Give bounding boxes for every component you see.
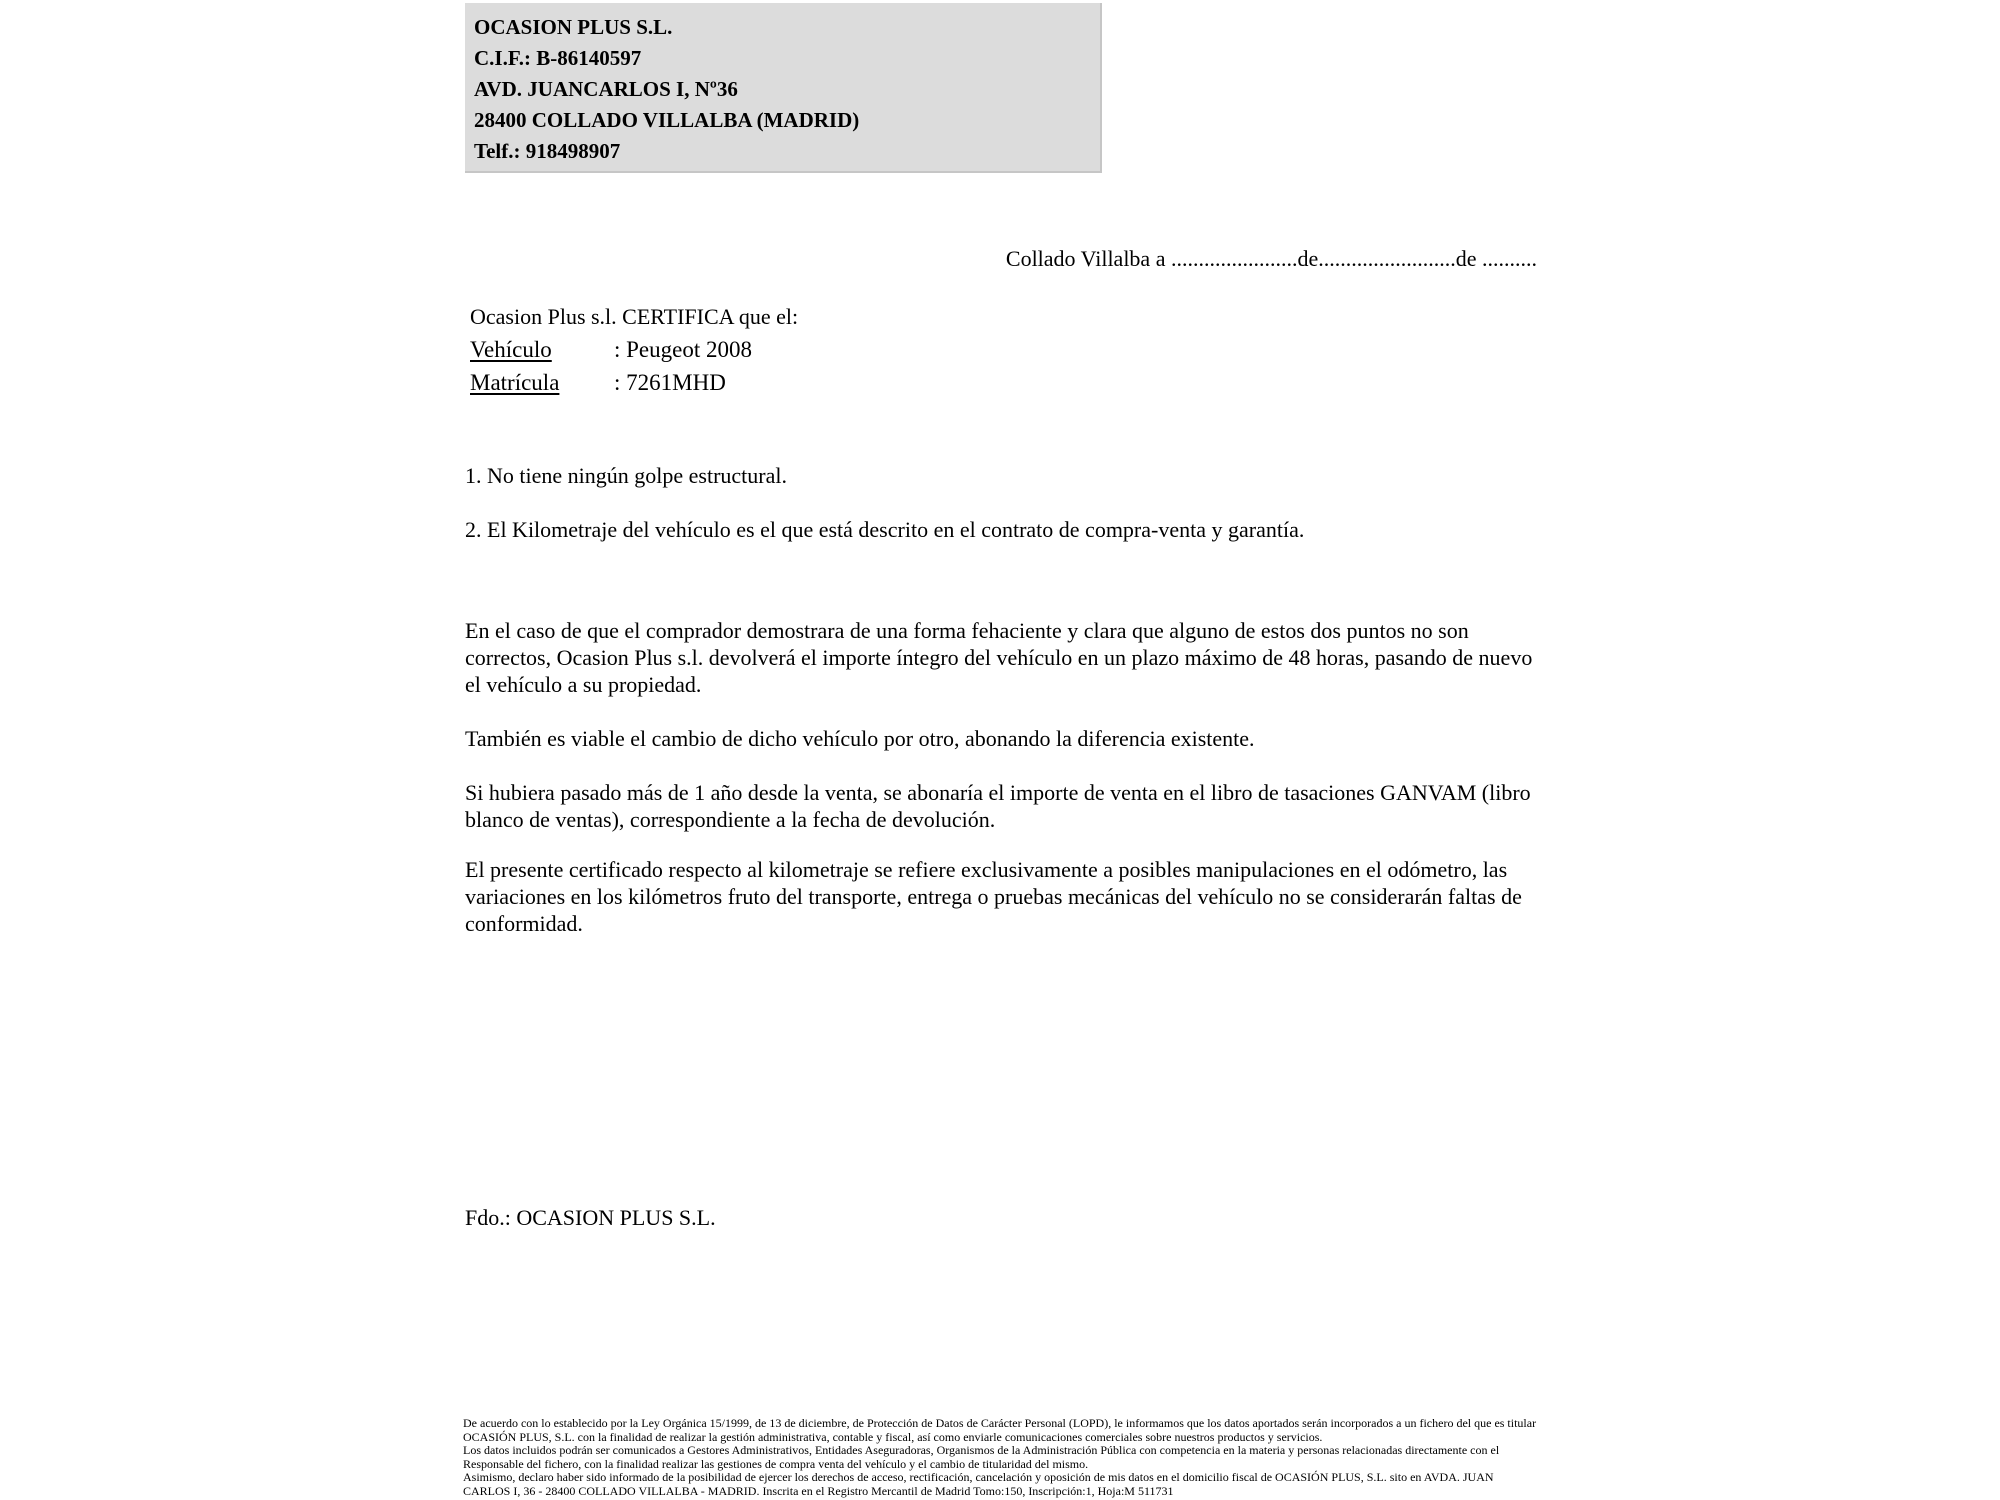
point-1: 1. No tiene ningún golpe estructural. [465,463,787,488]
company-phone: Telf.: 918498907 [474,139,621,163]
letterhead-block [465,3,1102,173]
legal-line: Asimismo, declaro haber sido informado de la posibilidad de ejercer los derechos de acceso, rectificación, cancelación y oposición de mis datos en el domicilio fiscal de OCASIÓN PLUS, S.L. sito en AVDA. JUAN [463,1470,1494,1484]
company-address: AVD. JUANCARLOS I, Nº36 [474,77,738,101]
vehicle-separator: : [614,337,627,362]
paragraph-odometer: El presente certificado respecto al kilometraje se refiere exclusivamente a posibles manipulaciones en el odómetro, las variaciones en los kilómetros fruto del transporte, entrega o pruebas mecánicas del vehículo no se considerarán faltas de conformidad. [465,857,1522,936]
point-2: 2. El Kilometraje del vehículo es el que está descrito en el contrato de compra-venta y garantía. [465,517,1305,542]
certification-intro: Ocasion Plus s.l. CERTIFICA que el: [470,304,799,329]
plate-label: Matrícula [470,370,560,395]
paragraph-exchange: También es viable el cambio de dicho vehículo por otro, abonando la diferencia existente. [465,726,1255,751]
legal-line: Los datos incluidos podrán ser comunicados a Gestores Administrativos, Entidades Aseguradoras, Organismos de la Administración Pública con competencia en la materia y personas relacionadas directamente con el [463,1443,1500,1457]
legal-line: OCASIÓN PLUS, S.L. con la finalidad de realizar la gestión administrativa, contable y fiscal, así como enviarle comunicaciones comerciales sobre nuestros productos y servicios. [463,1429,1323,1444]
company-cif: C.I.F.: B-86140597 [474,46,642,70]
certification-block [470,300,798,399]
legal-line: Responsable del fichero, con la finalidad realizar las gestiones de compra venta del vehículo y el cambio de titularidad del mismo. [463,1456,1089,1471]
company-name: OCASION PLUS S.L. [474,15,673,39]
plate-separator: : [614,370,627,395]
vehicle-row [470,333,798,366]
vehicle-label: Vehículo [470,337,552,362]
vehicle-value: Peugeot 2008 [626,337,752,362]
date-fill-in-line: Collado Villalba a .......................de.........................de .......... [1005,246,1537,271]
legal-line: De acuerdo con lo establecido por la Ley Orgánica 15/1999, de 13 de diciembre, de Protección de Datos de Carácter Personal (LOPD), le informamos que los datos aportados serán incorporados a un fichero del que es titular [463,1416,1537,1430]
legal-line: CARLOS I, 36 - 28400 COLLADO VILLALBA - MADRID. Inscrita en el Registro Mercantil de Madrid Tomo:150, Inscripción:1, Hoja:M 511731 [463,1483,1174,1498]
paragraph-refund: En el caso de que el comprador demostrara de una forma fehaciente y clara que alguno de estos dos puntos no son correctos, Ocasion Plus s.l. devolverá el importe íntegro del vehículo en un plazo máximo de 48 horas, pasando de nuevo el vehículo a su propiedad. [465,618,1533,697]
legal-footer [463,1417,1573,1498]
plate-row [470,366,798,399]
plate-value: 7261MHD [626,370,726,395]
paragraph-ganvam: Si hubiera pasado más de 1 año desde la venta, se abonaría el importe de venta en el libro de tasaciones GANVAM (libro blanco de ventas), correspondiente a la fecha de devolución. [465,780,1531,832]
signature-line: Fdo.: OCASION PLUS S.L. [465,1205,716,1230]
company-city: 28400 COLLADO VILLALBA (MADRID) [474,108,860,132]
